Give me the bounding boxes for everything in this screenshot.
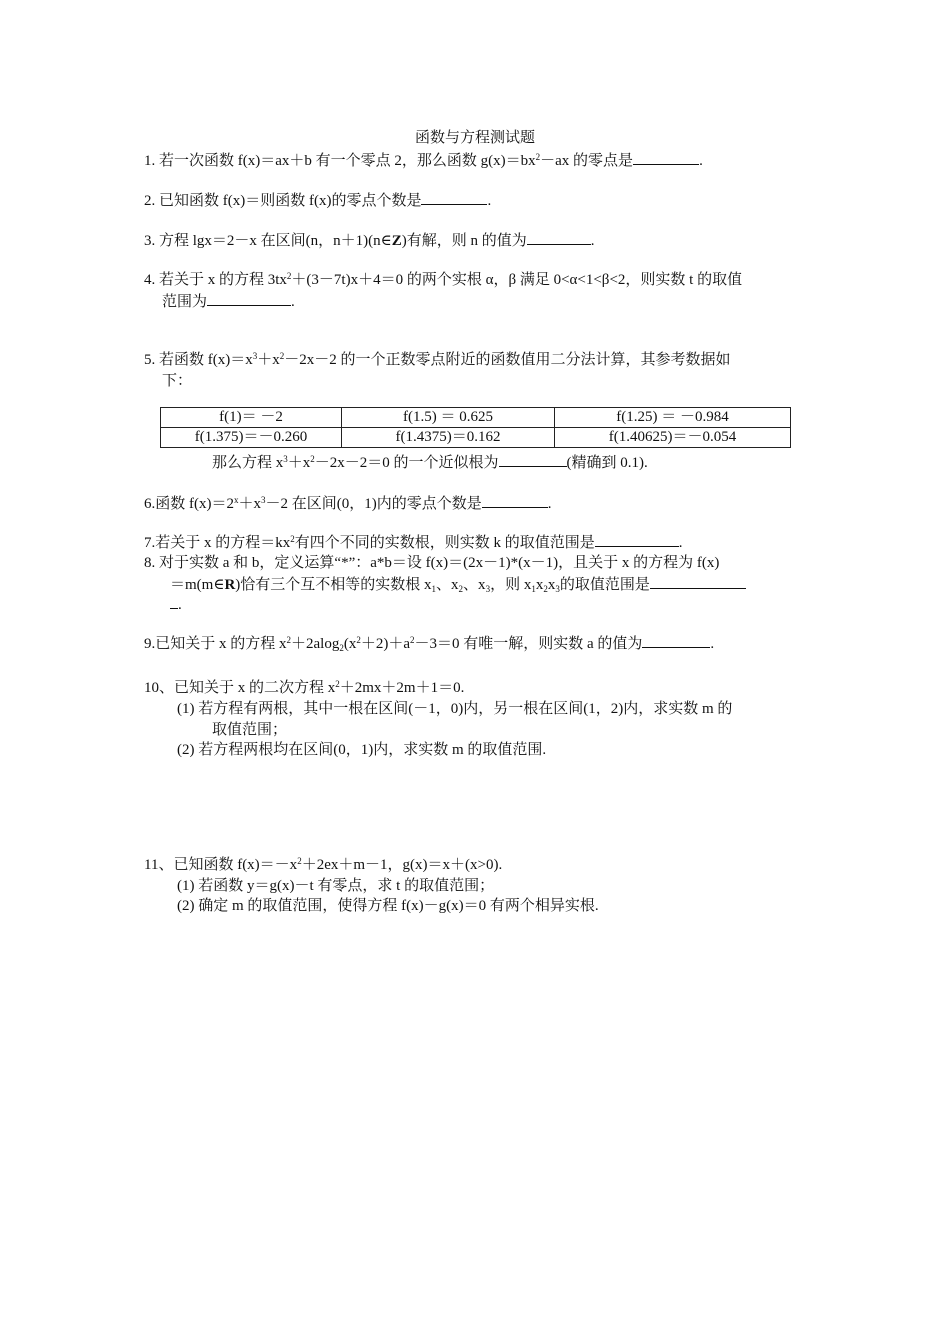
table-cell: f(1.40625)＝－0.054 <box>555 428 791 448</box>
question-7: 7.若关于 x 的方程$=kx^2$有四个不同的实数根，则实数 k 的取值范围是 . <box>144 534 683 551</box>
question-5-approx: 那么方程 $x^3+x^2-2x-2=0$ 的一个近似根为 (精确到 0.1). <box>212 454 648 471</box>
question-1: 1. 若一次函数 f(x)＝ax＋b 有一个零点 2，那么函数 $g(x)=bx^2-ax$ 的零点是 . <box>144 152 703 169</box>
question-8: 8. 对于实数 a 和 b，定义运算“*”：a*b＝设 f(x)＝(2x－1)*(x－1)，且关于 x 的方程为 f(x) <box>144 555 720 571</box>
table-cell: f(1.5) ＝ 0.625 <box>342 408 555 428</box>
question-3: 3. 方程 lgx＝2－x 在区间(n，n＋1)(n∈Z)有解，则 n 的值为 . <box>144 230 595 251</box>
table-cell: f(1.4375)＝0.162 <box>342 428 555 448</box>
question-5: 5. 若函数 $f(x)=x^3+x^2-2x-2$ 的一个正数零点附近的函数值用二分法计算，其参考数据如 <box>144 351 731 368</box>
page-title: 函数与方程测试题 <box>414 130 535 146</box>
table-cell: f(1)＝ －2 <box>161 408 342 428</box>
answer-blank <box>170 594 178 609</box>
question-9: 9.已知关于 x 的方程 $x^2+2alog_2(x^2+2)+a^2-3=0$ 有唯一解，则实数 a 的值为 . <box>144 635 715 653</box>
answer-blank <box>482 493 548 508</box>
answer-blank <box>595 532 679 547</box>
answer-blank <box>207 291 291 306</box>
table-row <box>161 408 791 428</box>
answer-blank <box>642 633 710 648</box>
question-10-part-2: (2) 若方程两根均在区间(0，1)内，求实数 m 的取值范围. <box>177 742 547 758</box>
answer-blank <box>421 190 487 205</box>
answer-blank <box>499 452 567 467</box>
question-11-part-2: (2) 确定 m 的取值范围，使得方程 f(x)－g(x)＝0 有两个相异实根. <box>177 898 599 914</box>
question-5-cont: 下： <box>162 373 193 389</box>
question-2: 2. 已知函数 f(x)＝则函数 f(x)的零点个数是 . <box>144 190 491 211</box>
question-10-part-1: (1) 若方程有两根，其中一根在区间(－1，0)内，另一根在区间(1，2)内，求实数 m 的 <box>177 701 733 717</box>
reference-data-table <box>160 407 791 448</box>
question-11-part-1: (1) 若函数 y＝g(x)－t 有零点，求 t 的取值范围； <box>177 878 495 894</box>
question-8-blank-end: . <box>170 594 182 615</box>
question-10: 10、已知关于 x 的二次方程 $x^2+2mx+2m+1=0$. <box>144 679 465 696</box>
table-row <box>161 428 791 448</box>
question-8-cont: ＝m(m∈R)恰有三个互不相等的实数根 $x_1$、$x_2$、$x_3$，则 $x_1x_2x_3$的取值范围是 <box>170 574 746 595</box>
question-6: 6.函数 $f(x)=2^x+x^3-2$ 在区间(0，1)内的零点个数是 . <box>144 495 552 512</box>
answer-blank <box>650 574 746 589</box>
question-4: 4. 若关于 x 的方程 $3tx^2+(3-7t)x+4=0$ 的两个实根 α，β 满足 0<α<1<β<2，则实数 t 的取值 <box>144 271 743 288</box>
question-11: 11、已知函数 $f(x)=-x^2+2ex+m-1$，g(x)＝x＋(x>0). <box>144 856 503 873</box>
question-10-part-1-cont: 取值范围； <box>212 722 288 738</box>
table-cell: f(1.25) ＝ －0.984 <box>555 408 791 428</box>
answer-blank <box>527 230 591 245</box>
question-4-cont: 范围为 . <box>162 291 295 312</box>
answer-blank <box>633 150 699 165</box>
table-cell: f(1.375)＝－0.260 <box>161 428 342 448</box>
